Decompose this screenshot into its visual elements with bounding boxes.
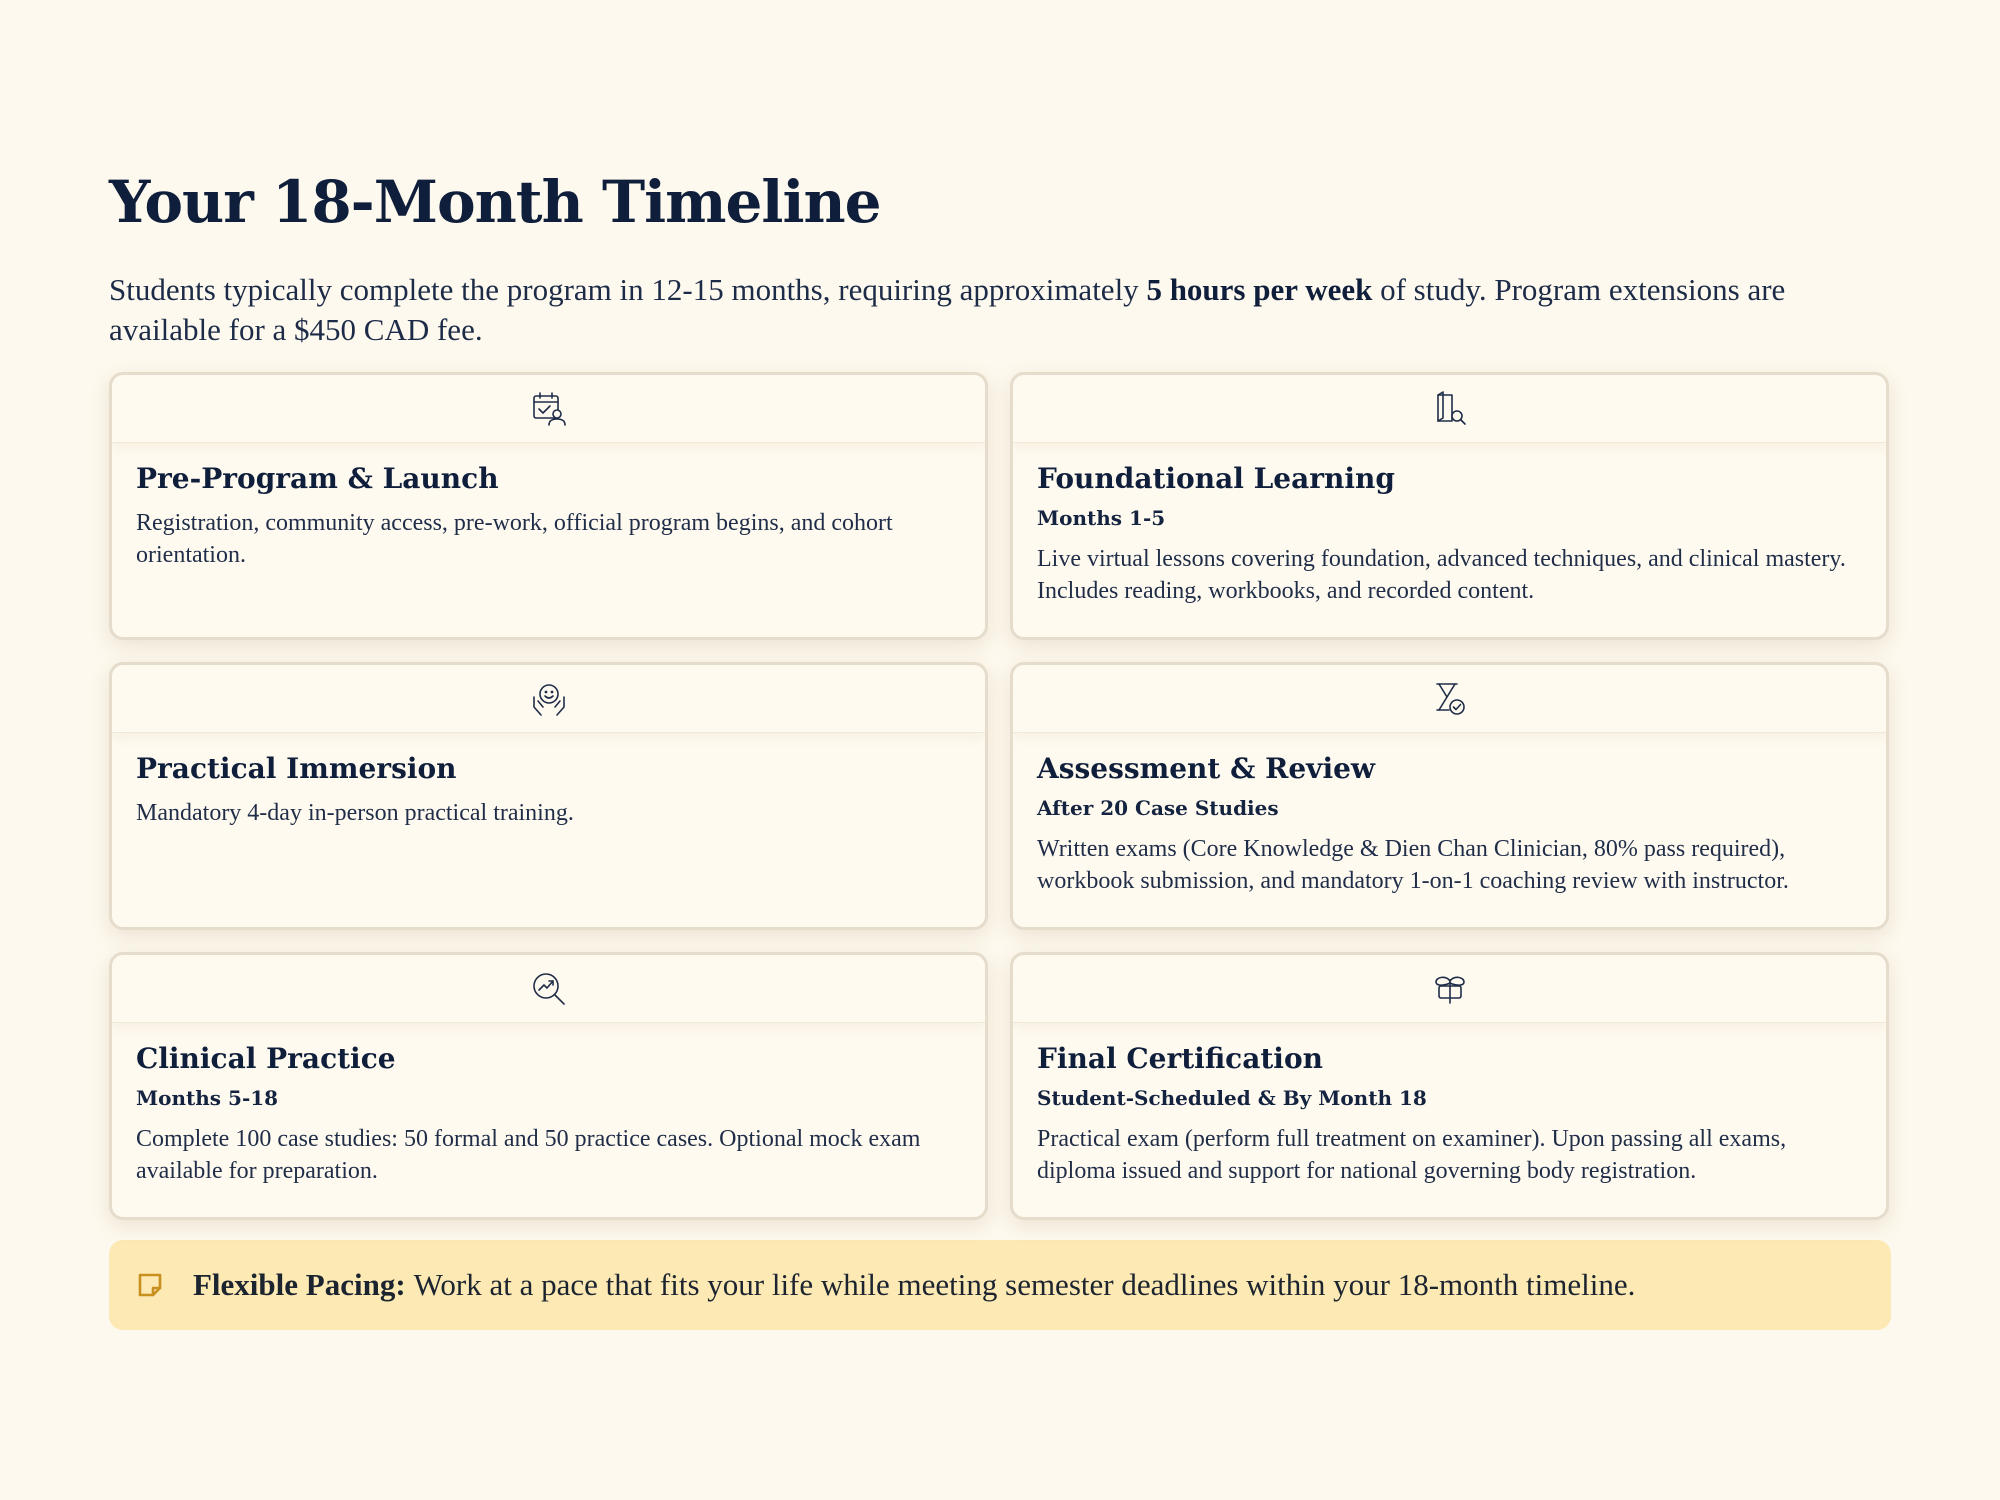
timeline-card-certification — [1010, 952, 1889, 1220]
card-subtitle: Months 1-5 — [1037, 506, 1166, 530]
note-text: Work at a pace that fits your life while meeting semester deadlines within your 18-month timeline. — [413, 1267, 1636, 1302]
card-header — [112, 955, 985, 1023]
calendar-check-person-icon — [529, 389, 569, 429]
card-title: Pre-Program & Launch — [136, 462, 499, 495]
card-title: Foundational Learning — [1037, 462, 1395, 495]
card-header — [1013, 955, 1886, 1023]
timeline-card-practical — [109, 662, 988, 930]
card-description: Registration, community access, pre-work, official program begins, and cohort orientation. — [136, 510, 893, 568]
flexible-pacing-note — [109, 1240, 1891, 1330]
card-subtitle: Months 5-18 — [136, 1086, 279, 1110]
card-body — [1013, 733, 1886, 897]
card-title: Practical Immersion — [136, 752, 457, 785]
card-description: Complete 100 case studies: 50 formal and 50 practice cases. Optional mock exam available for preparation. — [136, 1126, 921, 1184]
intro-text-start: Students typically complete the program in 12-15 months, requiring approximately — [109, 272, 1147, 307]
card-description: Practical exam (perform full treatment on examiner). Upon passing all exams, diploma issued and support for national governing body registration. — [1037, 1126, 1787, 1184]
card-header — [112, 665, 985, 733]
card-header — [1013, 375, 1886, 443]
card-title: Final Certification — [1037, 1042, 1323, 1075]
intro-highlight: 5 hours per week — [1146, 272, 1373, 307]
timeline-card-clinical — [109, 952, 988, 1220]
card-body — [112, 1023, 985, 1187]
timeline-card-foundational — [1010, 372, 1889, 640]
intro-paragraph — [109, 270, 1891, 350]
card-header — [112, 375, 985, 443]
card-description: Live virtual lessons covering foundation, advanced techniques, and clinical mastery. Includes reading, workbooks, and recorded content. — [1037, 546, 1846, 604]
note-label: Flexible Pacing: — [193, 1267, 406, 1302]
timeline-grid — [109, 372, 1891, 1220]
hourglass-check-icon — [1430, 679, 1470, 719]
book-search-icon — [1430, 389, 1470, 429]
sticky-note-icon — [135, 1270, 165, 1300]
card-body — [1013, 1023, 1886, 1187]
card-header — [1013, 665, 1886, 733]
timeline-card-assessment — [1010, 662, 1889, 930]
timeline-card-pre-program — [109, 372, 988, 640]
card-title: Assessment & Review — [1037, 752, 1376, 785]
card-subtitle: Student-Scheduled & By Month 18 — [1037, 1086, 1427, 1110]
card-description: Mandatory 4-day in-person practical training. — [136, 800, 574, 826]
card-body — [112, 733, 985, 829]
hands-smile-icon — [529, 679, 569, 719]
card-description: Written exams (Core Knowledge & Dien Chan Clinician, 80% pass required), workbook submission, and mandatory 1-on-1 coaching review with instructor. — [1037, 836, 1789, 894]
card-body — [112, 443, 985, 571]
card-body — [1013, 443, 1886, 607]
card-title: Clinical Practice — [136, 1042, 396, 1075]
page-title: Your 18-Month Timeline — [109, 168, 881, 236]
intro-text-end: of study. Program extensions are available for a $450 CAD fee. — [109, 272, 1786, 347]
timeline-page — [109, 160, 1891, 1330]
gift-diploma-icon — [1430, 969, 1470, 1009]
magnifier-chart-icon — [529, 969, 569, 1009]
card-subtitle: After 20 Case Studies — [1037, 796, 1279, 820]
